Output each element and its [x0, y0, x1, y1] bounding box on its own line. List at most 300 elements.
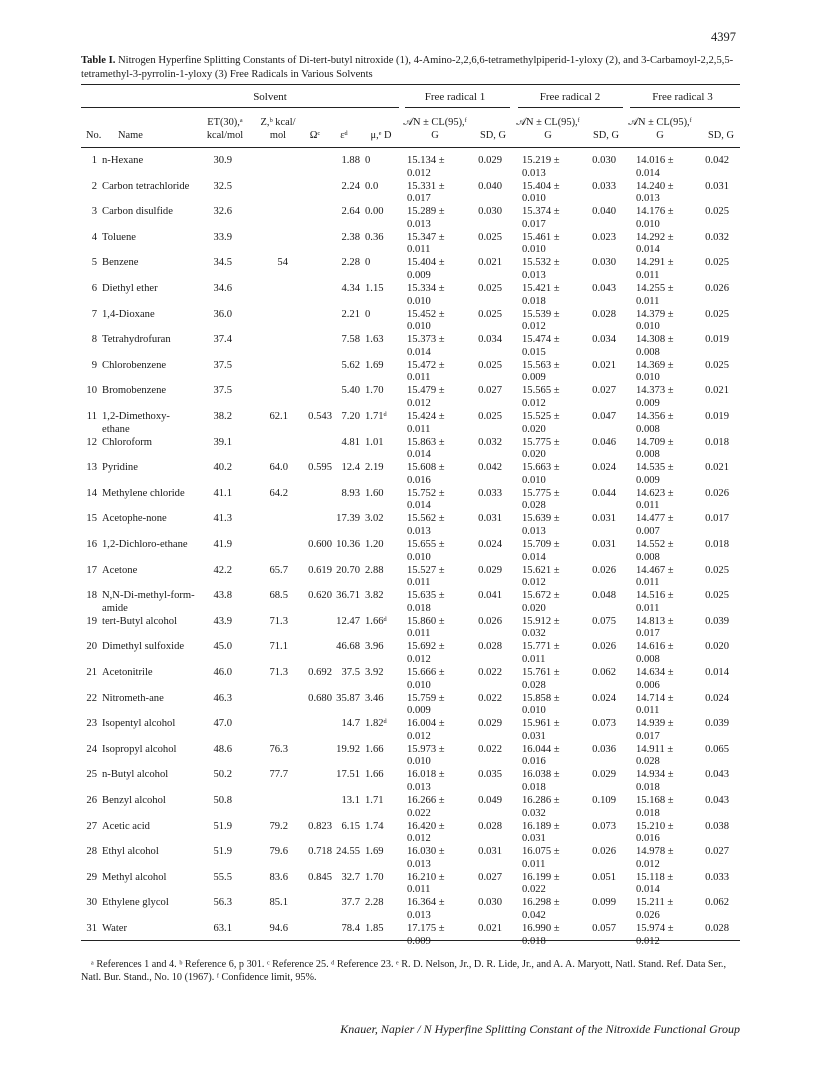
cell-no: 7: [91, 308, 97, 320]
cell-sd-fr1: 0.026: [478, 615, 502, 627]
cell-sd-fr2: 0.046: [592, 436, 616, 448]
cell-z: 76.3: [269, 743, 288, 755]
cell-solvent-name: Tetrahydrofuran: [102, 334, 171, 346]
cell-no: 15: [86, 513, 97, 525]
header-no: No.: [86, 130, 102, 141]
cell-an-fr3: 15.974 ± 0.012: [636, 923, 674, 947]
cell-et30: 41.9: [213, 539, 232, 550]
cell-sd-fr1: 0.024: [478, 539, 502, 550]
cell-solvent-name: Nitrometh-ane: [102, 692, 164, 704]
cell-solvent-name: Pyridine: [102, 462, 138, 474]
cell-an-fr2: 16.044 ± 0.016: [522, 743, 560, 768]
header-et30: ET(30),ᵃ kcal/mol: [206, 117, 244, 141]
cell-sd-fr1: 0.034: [478, 334, 502, 346]
cell-et30: 51.9: [213, 846, 232, 858]
group-rule-fr3: [630, 107, 740, 108]
cell-epsilon: 36.71: [336, 590, 360, 602]
cell-an-fr1: 15.752 ± 0.014: [407, 487, 445, 512]
cell-sd-fr2: 0.024: [592, 462, 616, 474]
cell-epsilon: 4.34: [341, 283, 360, 294]
group-rule-fr1: [405, 107, 510, 108]
running-head: Knauer, Napier / N Hyperfine Splitting Constant of the Nitroxide Functional Group: [340, 1022, 740, 1036]
cell-et30: 50.8: [213, 795, 232, 806]
cell-sd-fr2: 0.073: [592, 820, 616, 832]
cell-mu: 1.71ᵈ: [365, 411, 387, 422]
cell-sd-fr1: 0.030: [478, 206, 502, 218]
cell-solvent-name: Dimethyl sulfoxide: [102, 641, 185, 653]
header-an-fr3: 𝒜N ± CL(95),ᶠ G: [628, 117, 692, 141]
cell-solvent-name: Isopropyl alcohol: [102, 743, 177, 755]
cell-no: 11: [86, 411, 97, 422]
cell-sd-fr1: 0.031: [478, 846, 502, 858]
cell-an-fr3: 14.255 ± 0.011: [636, 283, 674, 307]
cell-z: 79.6: [269, 846, 288, 858]
cell-no: 30: [86, 897, 97, 909]
cell-sd-fr1: 0.032: [478, 436, 502, 448]
cell-omega: 0.680: [308, 692, 332, 704]
cell-epsilon: 5.40: [341, 385, 360, 397]
cell-mu: 1.69: [365, 359, 384, 371]
cell-solvent-name: Bromobenzene: [102, 385, 167, 397]
cell-omega: 0.543: [308, 411, 332, 422]
cell-an-fr1: 15.655 ± 0.010: [407, 539, 445, 563]
cell-mu: 1.82ᵈ: [365, 718, 387, 730]
cell-mu: 1.70: [365, 871, 384, 883]
cell-an-fr1: 15.863 ± 0.014: [407, 436, 445, 461]
cell-sd-fr3: 0.062: [705, 897, 729, 909]
cell-et30: 37.5: [213, 385, 232, 397]
cell-solvent-name: Toluene: [102, 231, 136, 243]
cell-epsilon: 10.36: [336, 539, 360, 550]
cell-sd-fr2: 0.024: [592, 692, 616, 704]
header-name: Name: [118, 130, 143, 141]
cell-sd-fr1: 0.027: [478, 871, 502, 883]
cell-no: 5: [91, 257, 97, 269]
cell-an-fr1: 15.334 ± 0.010: [407, 283, 445, 307]
cell-sd-fr3: 0.025: [705, 206, 729, 218]
header-sd-fr1: SD, G: [480, 130, 506, 141]
cell-no: 6: [91, 283, 97, 294]
cell-an-fr1: 15.692 ± 0.012: [407, 641, 445, 665]
cell-et30: 51.9: [213, 820, 232, 832]
cell-sd-fr1: 0.029: [478, 155, 502, 166]
cell-sd-fr2: 0.028: [592, 308, 616, 320]
table-title: Nitrogen Hyperfine Splitting Constants of Di-tert-butyl nitroxide (1), 4-Amino-2,2,6,6-tetramethylpiperid-1-yloxy (2), and 3-Carbamoyl-2,2,5,5-tetramethyl-3-pyrrolin-1-yloxy (3) Free Radicals in Various Solvents: [81, 55, 734, 80]
cell-an-fr2: 15.474 ± 0.015: [522, 334, 560, 358]
cell-an-fr2: 16.075 ± 0.011: [522, 846, 560, 870]
cell-sd-fr3: 0.019: [705, 334, 729, 346]
cell-sd-fr3: 0.039: [705, 718, 729, 730]
cell-epsilon: 2.24: [341, 180, 360, 192]
cell-sd-fr3: 0.043: [705, 769, 729, 781]
cell-epsilon: 7.58: [341, 334, 360, 346]
cell-an-fr3: 14.535 ± 0.009: [636, 462, 674, 486]
table-label: Table I.: [81, 55, 116, 66]
cell-mu: 0.00: [365, 206, 384, 218]
cell-sd-fr1: 0.042: [478, 462, 502, 474]
cell-solvent-name: Acetic acid: [102, 820, 150, 832]
cell-sd-fr2: 0.026: [592, 641, 616, 653]
cell-solvent-name: Acetophe-none: [102, 513, 167, 525]
cell-mu: 1.01: [365, 436, 384, 448]
cell-omega: 0.600: [308, 539, 332, 550]
cell-et30: 37.4: [213, 334, 232, 346]
cell-et30: 56.3: [213, 897, 232, 909]
cell-z: 68.5: [269, 590, 288, 602]
cell-an-fr2: 15.912 ± 0.032: [522, 615, 560, 640]
cell-no: 10: [86, 385, 97, 397]
cell-z: 79.2: [269, 820, 288, 832]
cell-solvent-name: Benzene: [102, 257, 139, 269]
cell-solvent-name: Diethyl ether: [102, 283, 158, 294]
cell-mu: 3.96: [365, 641, 384, 653]
cell-sd-fr3: 0.065: [705, 743, 729, 755]
cell-epsilon: 2.21: [341, 308, 360, 320]
cell-epsilon: 1.88: [341, 155, 360, 166]
header-sd-fr3: SD, G: [708, 130, 734, 141]
cell-epsilon: 37.5: [341, 667, 360, 678]
cell-an-fr3: 14.176 ± 0.010: [636, 206, 674, 230]
cell-an-fr2: 16.298 ± 0.042: [522, 897, 560, 921]
cell-et30: 36.0: [213, 308, 232, 320]
cell-z: 64.2: [269, 487, 288, 499]
cell-no: 14: [86, 487, 97, 499]
group-free-radical-2: Free radical 2: [539, 91, 601, 103]
cell-an-fr2: 15.639 ± 0.013: [522, 513, 560, 537]
cell-solvent-name: Benzyl alcohol: [102, 795, 166, 806]
cell-no: 20: [86, 641, 97, 653]
cell-an-fr3: 14.552 ± 0.008: [636, 539, 674, 563]
cell-sd-fr3: 0.031: [705, 180, 729, 192]
cell-sd-fr2: 0.048: [592, 590, 616, 602]
cell-an-fr3: 14.467 ± 0.011: [636, 564, 674, 589]
group-solvent: Solvent: [253, 91, 287, 103]
cell-sd-fr2: 0.040: [592, 206, 616, 218]
cell-sd-fr1: 0.041: [478, 590, 502, 602]
cell-mu: 0: [365, 308, 371, 320]
cell-epsilon: 35.87: [336, 692, 360, 704]
cell-an-fr3: 14.709 ± 0.008: [636, 436, 674, 461]
cell-sd-fr1: 0.025: [478, 359, 502, 371]
cell-sd-fr1: 0.025: [478, 308, 502, 320]
cell-an-fr3: 14.369 ± 0.010: [636, 359, 674, 384]
cell-solvent-name: Methyl alcohol: [102, 871, 167, 883]
cell-epsilon: 24.55: [336, 846, 360, 858]
cell-et30: 37.5: [213, 359, 232, 371]
cell-et30: 50.2: [213, 769, 232, 781]
cell-et30: 38.2: [213, 411, 232, 422]
cell-sd-fr3: 0.017: [705, 513, 729, 525]
cell-an-fr1: 15.134 ± 0.012: [407, 155, 445, 179]
cell-sd-fr3: 0.038: [705, 820, 729, 832]
cell-sd-fr1: 0.035: [478, 769, 502, 781]
cell-sd-fr3: 0.014: [705, 667, 729, 678]
cell-sd-fr2: 0.030: [592, 155, 616, 166]
cell-epsilon: 5.62: [341, 359, 360, 371]
cell-an-fr1: 15.373 ± 0.014: [407, 334, 445, 358]
cell-an-fr3: 14.714 ± 0.011: [636, 692, 674, 717]
cell-epsilon: 19.92: [336, 743, 360, 755]
cell-epsilon: 46.68: [336, 641, 360, 653]
cell-an-fr2: 15.539 ± 0.012: [522, 308, 560, 333]
cell-an-fr1: 16.420 ± 0.012: [407, 820, 445, 845]
cell-epsilon: 12.47: [336, 615, 360, 627]
cell-omega: 0.845: [308, 871, 332, 883]
cell-sd-fr3: 0.039: [705, 615, 729, 627]
cell-epsilon: 12.4: [341, 462, 360, 474]
cell-sd-fr1: 0.022: [478, 667, 502, 678]
cell-sd-fr2: 0.033: [592, 180, 616, 192]
cell-an-fr2: 15.563 ± 0.009: [522, 359, 560, 384]
cell-an-fr1: 15.527 ± 0.011: [407, 564, 445, 589]
table-caption: [81, 54, 741, 81]
cell-mu: 3.82: [365, 590, 384, 602]
cell-epsilon: 20.70: [336, 564, 360, 576]
cell-et30: 33.9: [213, 231, 232, 243]
cell-sd-fr2: 0.044: [592, 487, 616, 499]
cell-no: 4: [91, 231, 97, 243]
cell-an-fr2: 16.189 ± 0.031: [522, 820, 560, 845]
cell-sd-fr2: 0.109: [592, 795, 616, 806]
cell-et30: 48.6: [213, 743, 232, 755]
cell-sd-fr3: 0.042: [705, 155, 729, 166]
cell-an-fr1: 15.635 ± 0.018: [407, 590, 445, 614]
cell-sd-fr2: 0.051: [592, 871, 616, 883]
header-epsilon: εᵈ: [340, 130, 348, 141]
cell-z: 94.6: [269, 923, 288, 934]
cell-sd-fr2: 0.062: [592, 667, 616, 678]
cell-an-fr2: 15.565 ± 0.012: [522, 385, 560, 409]
cell-an-fr2: 15.709 ± 0.014: [522, 539, 560, 563]
cell-epsilon: 13.1: [341, 795, 360, 806]
cell-sd-fr3: 0.018: [705, 436, 729, 448]
cell-et30: 43.8: [213, 590, 232, 602]
cell-epsilon: 4.81: [341, 436, 360, 448]
cell-sd-fr3: 0.032: [705, 231, 729, 243]
cell-an-fr3: 14.911 ± 0.028: [636, 743, 674, 768]
cell-no: 24: [86, 743, 97, 755]
cell-an-fr2: 15.775 ± 0.028: [522, 487, 560, 512]
cell-an-fr2: 15.525 ± 0.020: [522, 411, 560, 435]
cell-an-fr1: 15.973 ± 0.010: [407, 743, 445, 768]
cell-an-fr1: 16.004 ± 0.012: [407, 718, 445, 742]
cell-solvent-name: Carbon disulfide: [102, 206, 173, 218]
cell-sd-fr1: 0.033: [478, 487, 502, 499]
cell-mu: 1.69: [365, 846, 384, 858]
cell-mu: 1.85: [365, 923, 384, 934]
cell-solvent-name: 1,2-Dichloro-ethane: [102, 539, 188, 550]
cell-sd-fr2: 0.031: [592, 539, 616, 550]
cell-an-fr2: 15.858 ± 0.010: [522, 692, 560, 717]
cell-an-fr3: 15.118 ± 0.014: [636, 871, 674, 896]
cell-epsilon: 6.15: [341, 820, 360, 832]
cell-sd-fr2: 0.031: [592, 513, 616, 525]
cell-mu: 1.63: [365, 334, 384, 346]
cell-mu: 0: [365, 155, 371, 166]
cell-no: 21: [86, 667, 97, 678]
cell-sd-fr2: 0.043: [592, 283, 616, 294]
page-number: 4397: [711, 30, 736, 44]
cell-sd-fr1: 0.021: [478, 257, 502, 269]
cell-sd-fr2: 0.026: [592, 564, 616, 576]
cell-sd-fr2: 0.034: [592, 334, 616, 346]
cell-sd-fr3: 0.025: [705, 590, 729, 602]
cell-solvent-name: Ethyl alcohol: [102, 846, 159, 858]
cell-no: 26: [86, 795, 97, 806]
cell-an-fr1: 16.018 ± 0.013: [407, 769, 445, 793]
cell-solvent-name: n-Butyl alcohol: [102, 769, 169, 781]
cell-z: 85.1: [269, 897, 288, 909]
cell-solvent-name: Isopentyl alcohol: [102, 718, 176, 730]
header-rule: [81, 147, 740, 148]
cell-sd-fr3: 0.021: [705, 385, 729, 397]
cell-et30: 45.0: [213, 641, 232, 653]
cell-an-fr3: 14.016 ± 0.014: [636, 155, 674, 179]
cell-omega: 0.823: [308, 820, 332, 832]
cell-an-fr2: 15.663 ± 0.010: [522, 462, 560, 486]
cell-no: 18: [86, 590, 97, 602]
cell-sd-fr3: 0.026: [705, 487, 729, 499]
cell-sd-fr1: 0.029: [478, 718, 502, 730]
header-mu: μ,ᵉ D: [370, 130, 392, 141]
group-rule-solvent: [81, 107, 399, 108]
cell-no: 13: [86, 462, 97, 474]
cell-sd-fr2: 0.057: [592, 923, 616, 934]
cell-an-fr1: 15.759 ± 0.009: [407, 692, 445, 717]
cell-z: 71.3: [269, 615, 288, 627]
cell-an-fr3: 14.308 ± 0.008: [636, 334, 674, 358]
cell-sd-fr3: 0.025: [705, 257, 729, 269]
cell-an-fr3: 14.477 ± 0.007: [636, 513, 674, 537]
group-rule-fr2: [518, 107, 623, 108]
cell-an-fr1: 16.364 ± 0.013: [407, 897, 445, 921]
cell-sd-fr1: 0.027: [478, 385, 502, 397]
cell-an-fr3: 15.168 ± 0.018: [636, 795, 674, 819]
cell-mu: 1.15: [365, 283, 384, 294]
header-an-fr1: 𝒜N ± CL(95),ᶠ G: [403, 117, 467, 141]
cell-an-fr3: 14.634 ± 0.006: [636, 667, 674, 691]
cell-et30: 32.5: [213, 180, 232, 192]
cell-an-fr1: 16.266 ± 0.022: [407, 795, 445, 819]
cell-sd-fr1: 0.029: [478, 564, 502, 576]
cell-an-fr2: 15.421 ± 0.018: [522, 283, 560, 307]
cell-an-fr2: 15.621 ± 0.012: [522, 564, 560, 589]
cell-no: 2: [91, 180, 97, 192]
cell-sd-fr3: 0.026: [705, 283, 729, 294]
cell-an-fr1: 16.030 ± 0.013: [407, 846, 445, 870]
cell-solvent-name: Water: [102, 923, 128, 934]
cell-sd-fr2: 0.023: [592, 231, 616, 243]
cell-an-fr3: 14.623 ± 0.011: [636, 487, 674, 512]
cell-z: 65.7: [269, 564, 288, 576]
cell-mu: 1.66ᵈ: [365, 615, 387, 627]
cell-an-fr2: 15.771 ± 0.011: [522, 641, 560, 665]
cell-z: 71.1: [269, 641, 288, 653]
cell-omega: 0.620: [308, 590, 332, 602]
cell-an-fr3: 14.978 ± 0.012: [636, 846, 674, 870]
cell-mu: 2.28: [365, 897, 384, 909]
cell-sd-fr2: 0.075: [592, 615, 616, 627]
cell-et30: 63.1: [213, 923, 232, 934]
cell-solvent-name: Chloroform: [102, 436, 153, 448]
group-free-radical-3: Free radical 3: [652, 91, 713, 103]
cell-no: 1: [91, 155, 97, 166]
cell-et30: 39.1: [213, 436, 232, 448]
cell-omega: 0.692: [308, 667, 332, 678]
cell-an-fr2: 15.461 ± 0.010: [522, 231, 560, 256]
cell-et30: 46.3: [213, 692, 232, 704]
cell-z: 71.3: [269, 667, 288, 678]
cell-an-fr3: 14.616 ± 0.008: [636, 641, 674, 665]
cell-epsilon: 2.28: [341, 257, 360, 269]
cell-an-fr3: 14.813 ± 0.017: [636, 615, 674, 640]
cell-solvent-name: Acetonitrile: [102, 667, 153, 678]
cell-an-fr1: 15.608 ± 0.016: [407, 462, 445, 486]
cell-an-fr2: 15.374 ± 0.017: [522, 206, 560, 230]
cell-sd-fr3: 0.019: [705, 411, 729, 422]
cell-an-fr1: 15.331 ± 0.017: [407, 180, 445, 205]
cell-solvent-name: Chlorobenzene: [102, 359, 167, 371]
cell-sd-fr1: 0.028: [478, 820, 502, 832]
cell-no: 31: [86, 923, 97, 934]
cell-no: 16: [86, 539, 97, 550]
cell-et30: 40.2: [213, 462, 232, 474]
cell-et30: 30.9: [213, 155, 232, 166]
header-omega: Ωᶜ: [309, 130, 321, 141]
cell-no: 12: [86, 436, 97, 448]
cell-et30: 34.5: [213, 257, 232, 269]
cell-sd-fr1: 0.021: [478, 923, 502, 934]
cell-sd-fr2: 0.099: [592, 897, 616, 909]
cell-epsilon: 14.7: [341, 718, 360, 730]
cell-an-fr1: 15.424 ± 0.011: [407, 411, 445, 435]
cell-et30: 43.9: [213, 615, 232, 627]
cell-solvent-name: tert-Butyl alcohol: [102, 615, 178, 627]
cell-sd-fr2: 0.036: [592, 743, 616, 755]
group-free-radical-1: Free radical 1: [424, 91, 486, 103]
cell-omega: 0.718: [308, 846, 332, 858]
cell-sd-fr2: 0.029: [592, 769, 616, 781]
cell-an-fr3: 14.379 ± 0.010: [636, 308, 674, 333]
cell-mu: 0: [365, 257, 371, 269]
cell-sd-fr3: 0.043: [705, 795, 729, 806]
cell-mu: 1.74: [365, 820, 384, 832]
cell-no: 25: [86, 769, 97, 781]
cell-sd-fr1: 0.031: [478, 513, 502, 525]
cell-sd-fr2: 0.021: [592, 359, 616, 371]
cell-an-fr3: 14.373 ± 0.009: [636, 385, 674, 409]
cell-an-fr2: 15.672 ± 0.020: [522, 590, 560, 614]
cell-et30: 41.1: [213, 487, 232, 499]
cell-sd-fr3: 0.018: [705, 539, 729, 550]
cell-an-fr2: 16.990 ± 0.018: [522, 923, 560, 947]
cell-an-fr1: 15.666 ± 0.010: [407, 667, 445, 691]
cell-an-fr3: 14.516 ± 0.011: [636, 590, 674, 614]
cell-et30: 41.3: [213, 513, 232, 525]
cell-et30: 32.6: [213, 206, 232, 218]
cell-no: 3: [91, 206, 97, 218]
cell-sd-fr1: 0.040: [478, 180, 502, 192]
top-rule: [81, 84, 740, 85]
cell-mu: 1.60: [365, 487, 384, 499]
cell-et30: 46.0: [213, 667, 232, 678]
cell-sd-fr1: 0.049: [478, 795, 502, 806]
cell-epsilon: 32.7: [341, 871, 360, 883]
cell-an-fr1: 17.175 ± 0.009: [407, 923, 445, 947]
cell-an-fr1: 15.860 ± 0.011: [407, 615, 445, 640]
cell-omega: 0.595: [308, 462, 332, 474]
cell-an-fr2: 16.199 ± 0.022: [522, 871, 560, 896]
